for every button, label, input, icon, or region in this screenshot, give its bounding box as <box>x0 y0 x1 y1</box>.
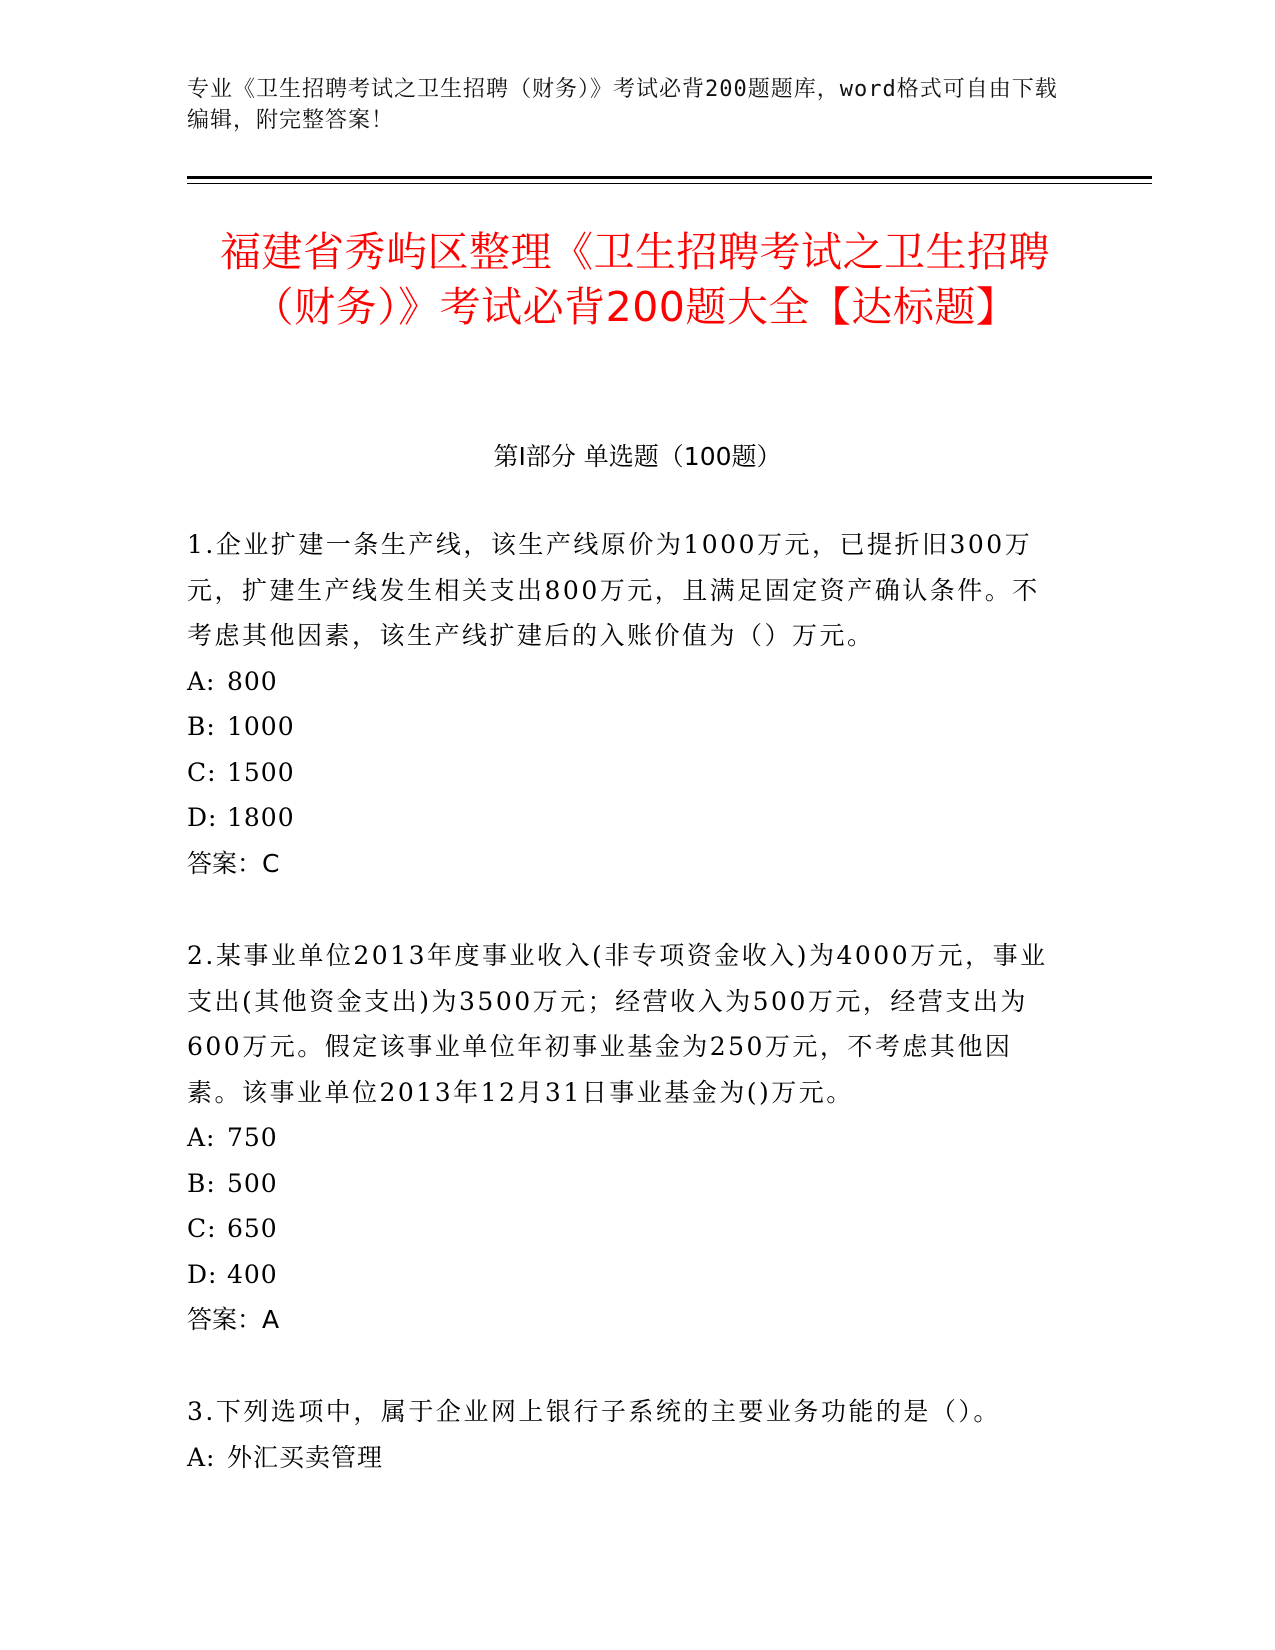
option-a <box>187 659 1067 705</box>
option-text: 外汇买卖管理 <box>227 1442 384 1472</box>
question-stem: 1.企业扩建一条生产线，该生产线原价为1000万元，已提折旧300万元，扩建生产线发生相关支出800万元，且满足固定资产确认条件。不考虑其他因素，该生产线扩建后的入账价值为（）万元。 <box>187 530 1040 650</box>
option-b <box>187 1161 1067 1207</box>
option-c <box>187 750 1067 796</box>
option-text: 500 <box>227 1168 278 1198</box>
option-text: 800 <box>227 666 278 696</box>
option-text: 1800 <box>227 803 295 832</box>
option-letter: A: <box>187 666 216 696</box>
question-3 <box>187 1389 1067 1480</box>
header-rule-thick <box>187 176 1152 179</box>
header-note: 专业《卫生招聘考试之卫生招聘（财务）》考试必背200题题库，word格式可自由下载编辑，附完整答案！ <box>187 77 1058 133</box>
option-b <box>187 704 1067 750</box>
header-rule-thin <box>187 183 1152 184</box>
answer: 答案：C <box>187 848 280 878</box>
option-c <box>187 1206 1067 1252</box>
option-letter: A: <box>187 1123 216 1152</box>
option-letter: D: <box>187 1259 218 1289</box>
question-stem: 2.某事业单位2013年度事业收入(非专项资金收入)为4000万元，事业支出(其他资金支出)为3500万元；经营收入为500万元，经营支出为600万元。假定该事业单位年初事业基金为250万元，不考虑其他因素。该事业单位2013年12月31日事业基金为()万元。 <box>187 941 1048 1107</box>
option-letter: D: <box>187 803 218 832</box>
option-d <box>187 795 1067 841</box>
question-2 <box>187 933 1067 1343</box>
option-letter: C: <box>187 757 217 787</box>
document-title: 福建省秀屿区整理《卫生招聘考试之卫生招聘（财务）》考试必背200题大全【达标题】 <box>220 228 1050 331</box>
section-heading: 第I部分 单选题（100题） <box>493 442 782 471</box>
question-1 <box>187 522 1067 886</box>
option-text: 750 <box>227 1123 278 1152</box>
option-letter: B: <box>187 1168 216 1198</box>
option-d <box>187 1252 1067 1298</box>
option-text: 650 <box>227 1214 278 1243</box>
option-text: 1000 <box>227 712 295 741</box>
option-a <box>187 1115 1067 1161</box>
answer: 答案：A <box>187 1305 280 1334</box>
option-text: 400 <box>227 1259 278 1289</box>
option-a <box>187 1435 1067 1481</box>
question-stem: 3.下列选项中，属于企业网上银行子系统的主要业务功能的是（）。 <box>187 1397 1001 1426</box>
option-letter: B: <box>187 712 216 741</box>
option-letter: A: <box>187 1442 216 1472</box>
option-text: 1500 <box>227 757 295 787</box>
option-letter: C: <box>187 1214 217 1243</box>
